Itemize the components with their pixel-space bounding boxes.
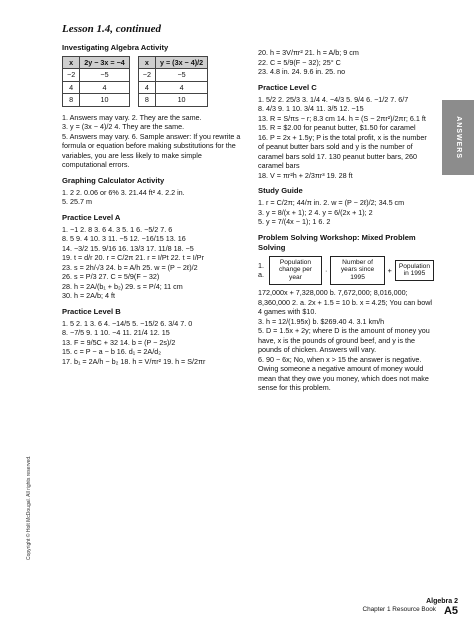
activity-table-1 (62, 56, 130, 107)
answer-line: 23. s = 2h/√3 24. b = A/h 25. w = (P − 2ℓ)/2 (62, 262, 198, 272)
practice-c-heading: Practice Level C (258, 82, 317, 92)
answer-line: 30. h = 2A/b; 4 ft (62, 291, 115, 301)
graphing-heading: Graphing Calculator Activity (62, 175, 165, 185)
side-tab-label: ANSWERS (454, 116, 462, 159)
answer-line: 1. r = C/2π; 44/π in. 2. w = (P − 2ℓ)/2; 34.5 cm (258, 198, 405, 208)
t2-cell: −5 (155, 69, 207, 82)
answer-line: 13. R = S/πs − r; 8.3 cm 14. h = (S − 2πr²)/2πr; 6.1 ft (258, 113, 426, 123)
activity-tables (62, 56, 246, 107)
answer-line: 14. −3/2 15. 9/16 16. 13/3 17. 11/8 18. −5 (62, 243, 194, 253)
answer-line: 5. D = 1.5x + 2y; where D is the amount of money you have, x is the pounds of ground beef, and y is the pounds of chicken. Answers will vary. (258, 326, 430, 355)
answer-line: 18. V = πr²h + 2/3πr³ 19. 28 ft (258, 170, 353, 180)
t2-cell: −2 (138, 69, 155, 82)
activity-table-2 (138, 56, 208, 107)
answer-line: 16. P = 2x + 1.5y; P is the total profit, x is the number of peanut butter bars sold and y is the number of caramel bars sold 17. 130 peanut butter bars, 260 caramel bars (258, 132, 427, 171)
page-number: A5 (443, 605, 458, 617)
practice-a-heading: Practice Level A (62, 212, 121, 222)
multiply-sign: · (325, 265, 328, 275)
answer-line: 5. y = 7/(4x − 1); 1 6. 2 (258, 217, 331, 227)
t1-cell: 10 (80, 94, 130, 107)
workshop-heading: Problem Solving Workshop: Mixed Problem Solving (258, 232, 416, 252)
t2-cell: 4 (138, 81, 155, 94)
answer-line: 13. F = 9/5C + 32 14. b = (P − 2s)/2 (62, 337, 176, 347)
answer-line: 5. Answers may vary. 6. Sample answer: If you rewrite a formula or equation before making substitutions for the variables, you are less likely to make simple computational errors. (62, 131, 241, 170)
t2-head-eq: y = (3x − 4)/2 (155, 56, 207, 69)
study-guide-heading: Study Guide (258, 186, 303, 196)
t1-head-x: x (63, 56, 80, 69)
t1-cell: 8 (63, 94, 80, 107)
answer-line: 28. h = 2A/(b₁ + b₂) 29. s = P/4; 11 cm (62, 281, 183, 291)
t2-cell: 4 (155, 81, 207, 94)
t1-cell: −5 (80, 69, 130, 82)
t1-head-eq: 2y − 3x = −4 (80, 56, 130, 69)
answer-line: 15. c = P − a − b 16. d₁ = 2A/d₂ (62, 347, 161, 357)
model-box-population: Population in 1995 (395, 260, 434, 282)
plus-sign: + (387, 265, 392, 275)
chapter-label: Chapter 1 Resource Book (362, 606, 436, 614)
t1-cell: −2 (63, 69, 80, 82)
answer-line: 23. 4.8 in. 24. 9.6 in. 25. no (258, 67, 346, 76)
answers-side-tab (442, 100, 474, 175)
book-title: Algebra 2 (426, 598, 458, 605)
t1-cell: 4 (63, 81, 80, 94)
answer-line: 5. 25.7 m (62, 197, 92, 207)
answer-line: 22. C = 5/9(F − 32); 25° C (258, 57, 341, 67)
answer-line: 19. t = d/r 20. r = C/2π 21. r = I/Pt 22. t = I/Pr (62, 253, 204, 263)
answer-line: 1. 2 2. 0.06 or 6% 3. 21.44 ft² 4. 2.2 in. (62, 187, 185, 197)
model-box-years: Number of years since 1995 (330, 256, 384, 286)
practice-b-heading: Practice Level B (62, 306, 121, 316)
answer-line: 8. 4/3 9. 1 10. 3/4 11. 3/5 12. −15 (258, 104, 364, 114)
answer-line: 1. 5 2. 1 3. 6 4. −14/5 5. −15/2 6. 3/4 7. 0 (62, 318, 193, 328)
answer-line: 3. y = 8/(x + 1); 2 4. y = 6/(2x + 1); 2 (258, 207, 373, 217)
answer-line: 6. 90 − 6x; No, when x > 15 the answer is negative. Owing someone a negative amount of money would mean that they owe you money, which does not make sense for this problem. (258, 354, 429, 393)
copyright-note: Copyright © Holt McDougal. All rights reserved. (26, 455, 32, 560)
answer-line: 1. 5/2 2. 25/3 3. 1/4 4. −4/3 5. 9/4 6. −1/2 7. 6/7 (258, 94, 409, 104)
answer-line: 1. −1 2. 8 3. 6 4. 3 5. 1 6. −5/2 7. 6 (62, 224, 173, 234)
right-column (258, 48, 434, 393)
answer-line: 15. R = $2.00 for peanut butter, $1.50 for caramel (258, 123, 416, 133)
model-box-change: Population change per year (269, 256, 322, 286)
verbal-model-diagram (258, 256, 434, 286)
lesson-title: Lesson 1.4, continued (62, 23, 162, 35)
t1-cell: 4 (80, 81, 130, 94)
answer-line: 172,000x + 7,328,000 b. 7,672,000; 8,016,000; 8,360,000 2. a. 2x + 1.5 = 10 b. x = 4.25; You can bowl 4 games with $10. (258, 288, 433, 317)
t2-head-x: x (138, 56, 155, 69)
answer-line: 3. y = (3x − 4)/2 4. They are the same. (62, 122, 185, 132)
answer-line: 3. h = 12/(1.95x) b. $269.40 4. 3.1 km/h (258, 316, 385, 326)
left-column (62, 22, 246, 366)
t2-cell: 8 (138, 94, 155, 107)
t2-cell: 10 (155, 94, 207, 107)
answer-line: 1. Answers may vary. 2. They are the same. (62, 112, 202, 122)
answer-line: 17. b₁ = 2A/h − b₂ 18. h = V/πr² 19. h = S/2πr (62, 356, 206, 366)
answer-line: 20. h = 3V/πr² 21. h = A/b; 9 cm (258, 48, 359, 57)
answer-line: 8. −7/5 9. 1 10. −4 11. 21/4 12. 15 (62, 328, 170, 338)
answer-line: 8. 5 9. 4 10. 3 11. −5 12. −16/15 13. 16 (62, 234, 186, 244)
investigating-heading: Investigating Algebra Activity (62, 42, 169, 52)
answer-line: 26. s = P/3 27. C = 5/9(F − 32) (62, 272, 160, 282)
item-label: 1. a. (258, 260, 264, 280)
